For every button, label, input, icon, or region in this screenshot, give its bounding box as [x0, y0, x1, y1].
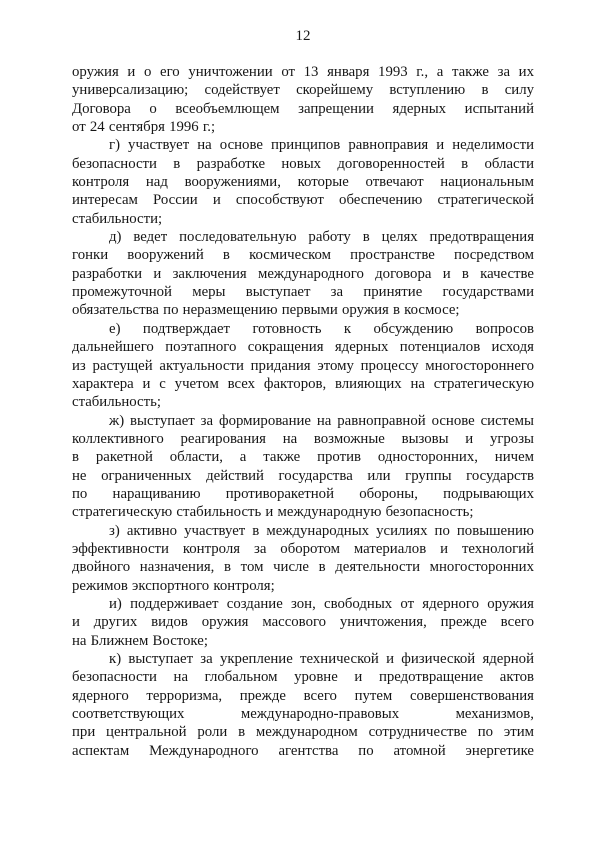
- text-line: по наращиванию противоракетной обороны, подрывающих: [72, 485, 534, 502]
- text-line: эффективности контроля за оборотом материалов и технологий: [72, 540, 534, 557]
- text-line: г) участвует на основе принципов равноправия и неделимости: [109, 137, 534, 154]
- text-line: контроля над вооружениями, которые отвечают национальным: [72, 174, 534, 191]
- document-body: [72, 63, 534, 760]
- text-line: коллективного реагирования на возможные вызовы и угрозы: [72, 430, 534, 447]
- paragraph: [72, 63, 534, 136]
- text-line: оружия и о его уничтожении от 13 января 1993 г., а также за их: [72, 64, 534, 80]
- paragraph: [72, 412, 534, 522]
- text-line: не ограниченных действий государства или группы государств: [72, 467, 534, 484]
- paragraph: [72, 228, 534, 320]
- text-line: безопасности в разработке новых договоренностей в области: [72, 155, 534, 172]
- text-line: промежуточной меры выступает за принятие государствами: [72, 284, 534, 301]
- paragraph: [72, 522, 534, 595]
- text-line: обязательства по неразмещению первыми оружия в космосе;: [72, 302, 460, 319]
- text-line: соответствующих международно-правовых механизмов,: [72, 706, 534, 723]
- text-line: в ракетной области, а также против односторонних, ничем: [72, 449, 534, 466]
- text-line: стабильность;: [72, 394, 161, 411]
- paragraph: [72, 136, 534, 228]
- text-line: д) ведет последовательную работу в целях предотвращения: [109, 229, 534, 246]
- text-line: универсализацию; содействует скорейшему вступлению в силу: [72, 82, 534, 99]
- text-line: стратегическую стабильность и международную безопасность;: [72, 504, 474, 521]
- text-line: з) активно участвует в международных усилиях по повышению: [109, 522, 534, 539]
- text-line: от 24 сентября 1996 г.;: [72, 119, 216, 136]
- text-line: ядерного терроризма, прежде всего путем совершенствования: [72, 687, 534, 704]
- text-line: двойного назначения, в том числе в деятельности многосторонних: [72, 559, 534, 576]
- text-line: разработки и заключения международного договора и в качестве: [72, 265, 534, 282]
- text-line: интересам России и способствуют обеспечению стратегической: [72, 192, 534, 209]
- text-line: характера и с учетом всех факторов, влияющих на стратегическую: [72, 375, 534, 392]
- text-line: ж) выступает за формирование на равноправной основе системы: [109, 412, 534, 429]
- text-line: Договора о всеобъемлющем запрещении ядерных испытаний: [72, 100, 534, 117]
- text-line: из растущей актуальности придания этому процессу многостороннего: [72, 357, 534, 374]
- text-line: к) выступает за укрепление технической и физической ядерной: [109, 651, 534, 667]
- paragraph: [72, 320, 534, 412]
- text-line: дальнейшего поэтапного сокращения ядерных потенциалов исходя: [72, 339, 534, 356]
- paragraph: [72, 595, 534, 650]
- page-number: 12: [295, 28, 311, 44]
- text-line: безопасности на глобальном уровне и предотвращение актов: [72, 669, 534, 686]
- text-line: и) поддерживает создание зон, свободных от ядерного оружия: [109, 595, 534, 612]
- text-line: е) подтверждает готовность к обсуждению вопросов: [109, 320, 534, 337]
- text-line: аспектам Международного агентства по атомной энергетике: [72, 742, 534, 759]
- text-line: режимов экспортного контроля;: [72, 577, 275, 594]
- text-line: на Ближнем Востоке;: [72, 632, 208, 649]
- text-line: при центральной роли в международном сотрудничестве по этим: [72, 724, 534, 741]
- text-line: гонки вооружений в космическом пространстве посредством: [72, 247, 534, 264]
- text-line: стабильности;: [72, 210, 163, 227]
- paragraph: [72, 650, 534, 760]
- text-line: и других видов оружия массового уничтожения, прежде всего: [72, 614, 534, 631]
